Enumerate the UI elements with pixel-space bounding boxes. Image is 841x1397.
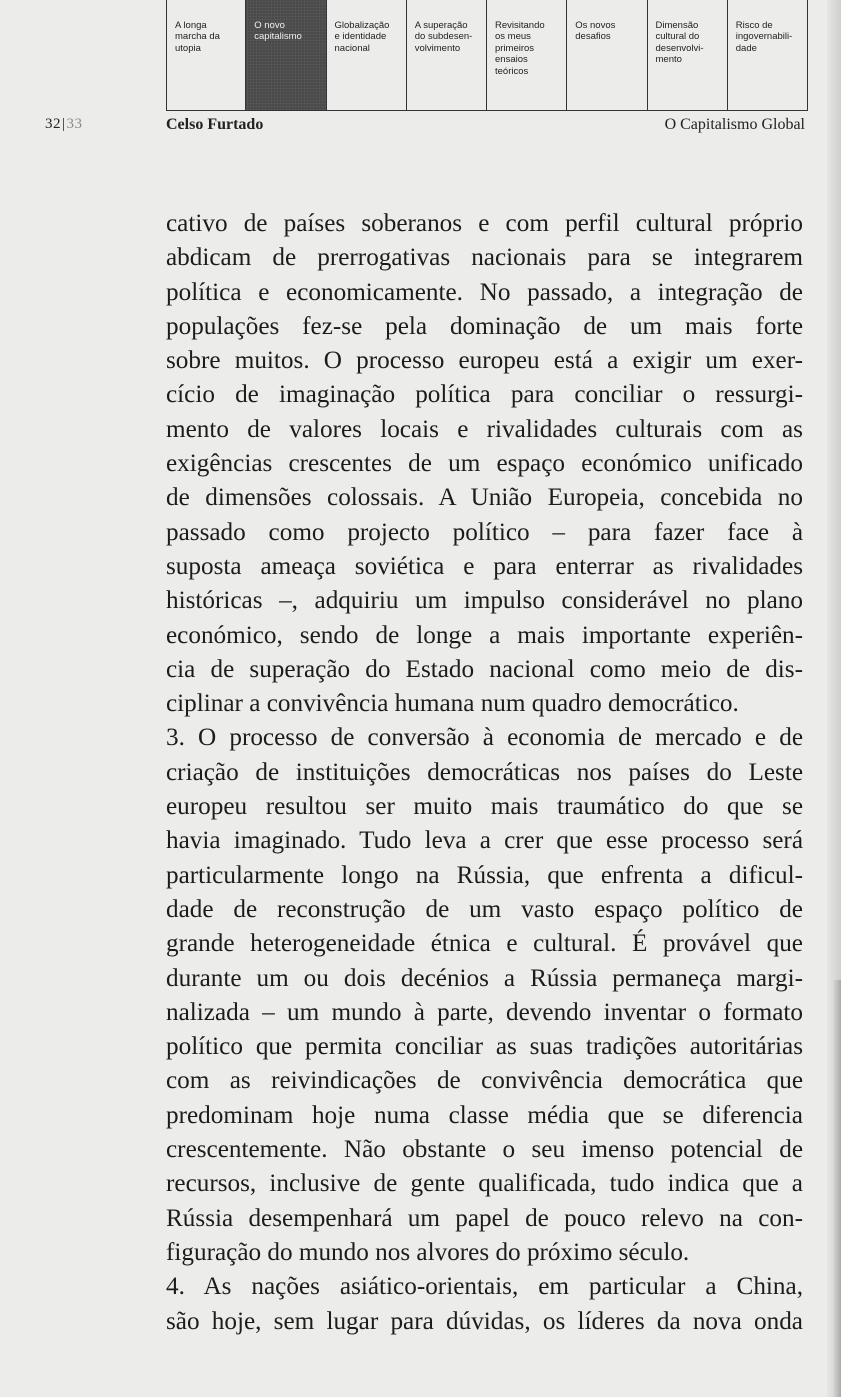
text-line: europeu resultou ser muito mais traumático do que se	[166, 793, 803, 821]
text-line: exigências crescentes de um espaço económico unificado	[166, 450, 803, 478]
text-line: nalizada – um mundo à parte, devendo inventar o formato	[166, 998, 803, 1026]
tab-a-superacao-do-subdesenvolvimento[interactable]: A superação do subdesen- volvimento	[407, 0, 487, 110]
text-line: 4. As nações asiático-orientais, em particular a China,	[166, 1273, 803, 1301]
text-line: 3. O processo de conversão à economia de mercado e de	[166, 724, 803, 752]
author-name: Celso Furtado	[166, 116, 264, 133]
tab-os-novos-desafios[interactable]: Os novos desafios	[567, 0, 647, 110]
chapter-tabs	[166, 0, 808, 111]
text-line: crescentemente. Não obstante o seu imenso potencial de	[166, 1136, 803, 1164]
text-line: particularmente longo na Rússia, que enfrenta a dificul-	[166, 861, 803, 889]
text-line: populações fez-se pela dominação de um mais forte	[166, 312, 803, 340]
text-line: havia imaginado. Tudo leva a crer que esse processo será	[166, 827, 803, 855]
text-line: durante um ou dois decénios a Rússia permaneça margi-	[166, 964, 803, 992]
text-line: abdicam de prerrogativas nacionais para se integrarem	[166, 244, 803, 272]
text-line: político que permita conciliar as suas tradições autoritárias	[166, 1033, 803, 1061]
text-line: sobre muitos. O processo europeu está a exigir um exer-	[166, 347, 803, 375]
text-line: são hoje, sem lugar para dúvidas, os líderes da nova onda	[166, 1307, 803, 1335]
page-number	[45, 116, 83, 133]
text-line: criação de instituições democráticas nos países do Leste	[166, 758, 803, 786]
text-line: Rússia desempenhará um papel de pouco relevo na con-	[166, 1204, 803, 1232]
text-line: mento de valores locais e rivalidades culturais com as	[166, 415, 803, 443]
text-line: política e economicamente. No passado, a integração de	[166, 278, 803, 306]
page-number-separator: |	[62, 116, 66, 132]
page-edge-shadow-lower	[833, 980, 841, 1397]
text-line: recursos, inclusive de gente qualificada, tudo indica que a	[166, 1170, 803, 1198]
text-line: passado como projecto político – para fazer face à	[166, 518, 803, 546]
text-line: predominam hoje numa classe média que se diferencia	[166, 1101, 803, 1129]
text-line: dade de reconstrução de um vasto espaço político de	[166, 895, 803, 923]
running-header	[0, 116, 841, 144]
text-line: cício de imaginação política para conciliar o ressurgi-	[166, 381, 803, 409]
text-line: económico, sendo de longe a mais importante experiên-	[166, 621, 803, 649]
text-line: cativo de países soberanos e com perfil cultural próprio	[166, 210, 803, 237]
text-line: ciplinar a convivência humana num quadro democrático.	[166, 690, 739, 718]
tab-dimensao-cultural-do-desenvolvimento[interactable]: Dimensão cultural do desenvolvi- mento	[648, 0, 728, 110]
text-line: de dimensões colossais. A União Europeia, concebida no	[166, 484, 803, 512]
text-line: grande heterogeneidade étnica e cultural. É provável que	[166, 930, 803, 958]
text-line: cia de superação do Estado nacional como meio de dis-	[166, 655, 803, 683]
tab-a-longa-marcha-da-utopia[interactable]: A longa marcha da utopia	[166, 0, 246, 110]
page-number-next: 33	[66, 116, 83, 132]
text-line: históricas –, adquiriu um impulso considerável no plano	[166, 587, 803, 615]
page-number-current: 32	[45, 116, 61, 132]
book-title: O Capitalismo Global	[664, 116, 805, 133]
text-line: suposta ameaça soviética e para enterrar as rivalidades	[166, 552, 803, 580]
tab-risco-de-ingovernabilidade[interactable]: Risco de ingovernabili- dade	[728, 0, 808, 110]
tab-globalizacao-e-identidade-nacional[interactable]: Globalização e identidade nacional	[327, 0, 407, 110]
text-line: com as reivindicações de convivência democrática que	[166, 1067, 803, 1095]
tab-o-novo-capitalismo[interactable]: O novo capitalismo	[246, 0, 326, 110]
body-text	[166, 207, 803, 1339]
tab-revisitando-os-meus-primeiros-ensaios-teoricos[interactable]: Revisitando os meus primeiros ensaios teóricos	[487, 0, 567, 110]
text-line: figuração do mundo nos alvores do próximo século.	[166, 1238, 690, 1266]
